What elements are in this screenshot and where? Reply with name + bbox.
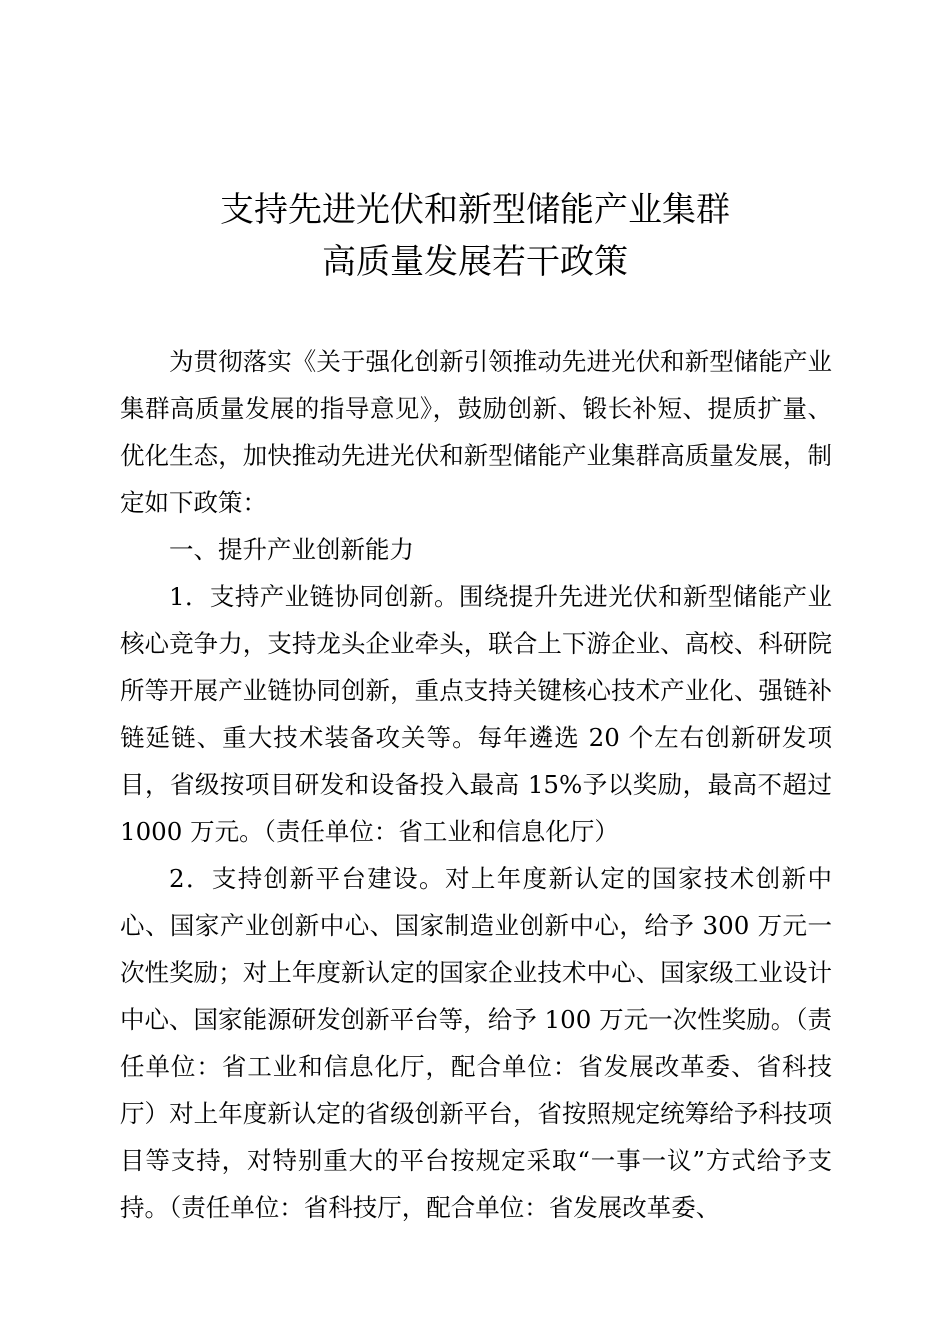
policy-item-2: 2．支持创新平台建设。对上年度新认定的国家技术创新中心、国家产业创新中心、国家制造业创新中心，给予 300 万元一次性奖励；对上年度新认定的国家企业技术中心、国家级工业设计中心、国家能源研发创新平台等，给予 100 万元一次性奖励。（责任单位：省工业和信息化厅，配合单位：省发展改革委、省科技厅）对上年度新认定的省级创新平台，省按照规定统筹给予科技项目等支持，对特别重大的平台按规定采取“一事一议”方式给予支持。（责任单位：省科技厅，配合单位：省发展改革委、	[120, 864, 832, 1222]
document-body	[120, 338, 832, 1231]
section-heading: 一、提升产业创新能力	[169, 535, 414, 564]
title-line-2: 高质量发展若干政策	[322, 242, 628, 282]
document-title	[0, 184, 950, 288]
policy-item-1: 1．支持产业链协同创新。围绕提升先进光伏和新型储能产业核心竞争力，支持龙头企业牵头，联合上下游企业、高校、科研院所等开展产业链协同创新，重点支持关键核心技术产业化、强链补链延链、重大技术装备攻关等。每年遴选 20 个左右创新研发项目，省级按项目研发和设备投入最高 15%予以奖励，最高不超过 1000 万元。（责任单位：省工业和信息化厅）	[120, 582, 832, 846]
title-line-1: 支持先进光伏和新型储能产业集群	[220, 190, 730, 230]
intro-paragraph: 为贯彻落实《关于强化创新引领推动先进光伏和新型储能产业集群高质量发展的指导意见》，鼓励创新、锻长补短、提质扩量、优化生态，加快推动先进光伏和新型储能产业集群高质量发展，制定如下政策：	[120, 347, 832, 517]
